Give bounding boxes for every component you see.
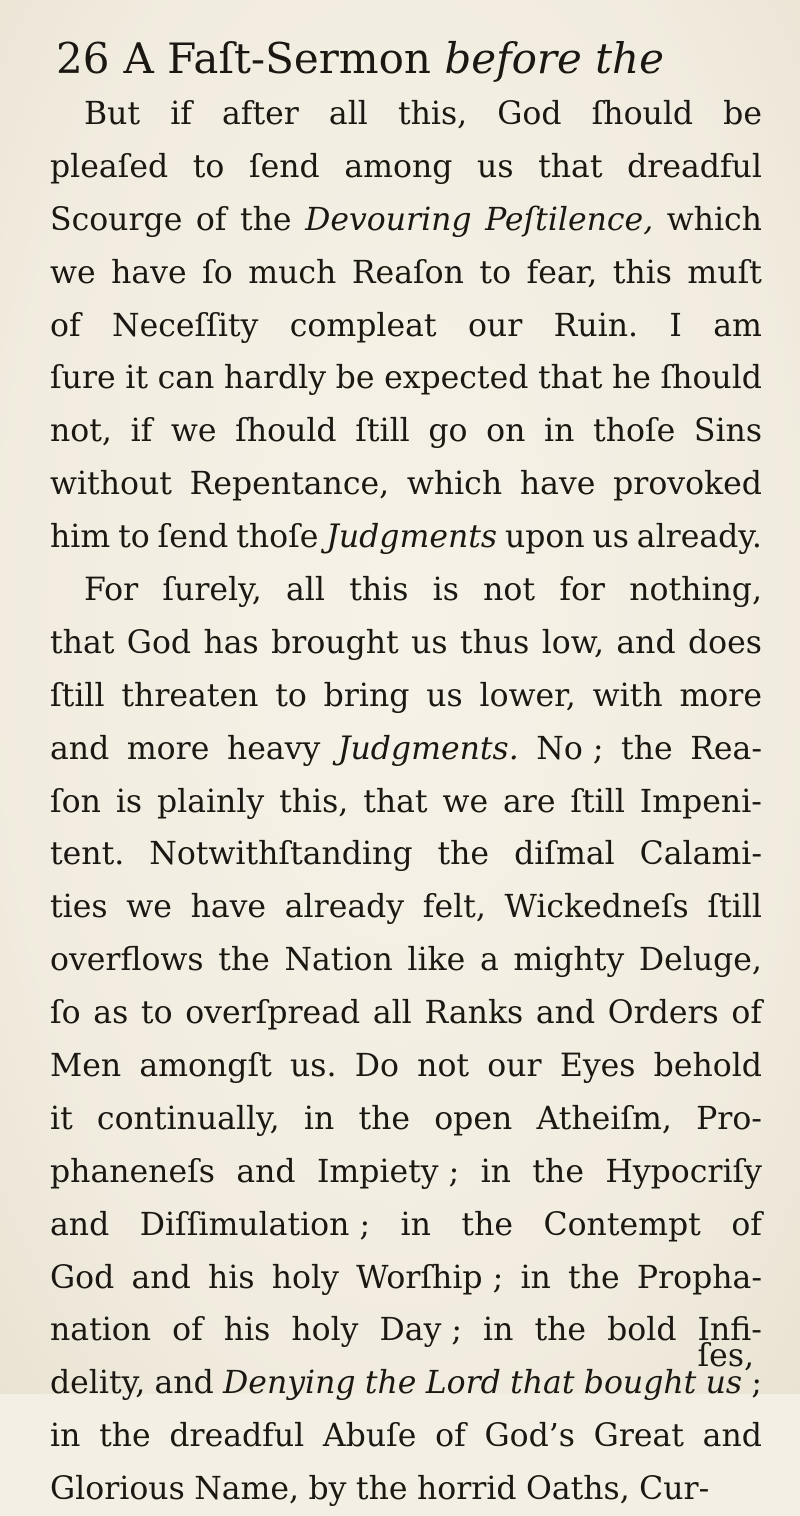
text-line — [50, 564, 762, 617]
word: thoſe — [593, 413, 676, 450]
catchword: ſes, — [697, 1338, 754, 1374]
word: more — [126, 730, 210, 767]
word: horrid — [416, 1471, 517, 1508]
word: thus — [459, 624, 530, 661]
word: provoked — [613, 466, 762, 503]
word: be — [723, 96, 762, 132]
text-line — [50, 881, 762, 934]
word: Ruin. — [553, 307, 639, 344]
sermon-text — [50, 88, 762, 1516]
word: it — [50, 1100, 73, 1137]
word: which — [666, 201, 762, 238]
word: this — [612, 254, 672, 291]
word: us — [426, 677, 463, 714]
word: Judgments. — [337, 730, 519, 767]
word: after — [222, 96, 299, 132]
word: Denying — [223, 1365, 356, 1402]
word: Judgments — [326, 519, 498, 556]
word: overflows — [50, 942, 204, 979]
word: in — [303, 1100, 335, 1137]
text-line — [50, 247, 762, 300]
word: the — [568, 1259, 620, 1296]
word: are — [502, 783, 556, 820]
word: this, — [397, 96, 468, 132]
word: ſend — [248, 148, 320, 185]
word: ſon — [50, 783, 101, 820]
word: go — [428, 413, 468, 450]
word: open — [434, 1100, 513, 1137]
word: the — [99, 1418, 151, 1455]
word: continually, — [96, 1100, 280, 1137]
word: diſmal — [514, 836, 615, 873]
word: as — [93, 995, 129, 1032]
word: us — [477, 148, 514, 185]
word: to — [275, 677, 307, 714]
word: our — [467, 307, 523, 344]
word: Pro- — [696, 1100, 762, 1137]
word: felt, — [422, 889, 486, 926]
word: that — [538, 148, 603, 185]
word: nation — [50, 1312, 152, 1349]
word: God’s — [484, 1418, 575, 1455]
word: upon — [504, 519, 585, 556]
word: that — [510, 1365, 575, 1402]
word: our — [487, 1048, 542, 1085]
word: Reaſon — [351, 254, 464, 291]
word: his — [223, 1312, 271, 1349]
word: among — [344, 148, 453, 185]
word: dreadful — [169, 1418, 305, 1455]
word: already. — [636, 519, 762, 556]
word: amongſt — [139, 1048, 272, 1085]
word: muſt — [687, 254, 762, 291]
word: ſhould — [591, 96, 694, 132]
word: Name, — [194, 1471, 300, 1508]
word: Orders — [607, 995, 719, 1032]
word: bring — [323, 677, 410, 714]
word: if — [130, 413, 153, 450]
word: ſhould — [235, 413, 337, 450]
word: be — [335, 360, 375, 397]
header-title: A Faſt-Sermon — [123, 34, 431, 83]
word: Rea- — [690, 730, 762, 767]
word: ſurely, — [162, 572, 262, 609]
word: ; — [751, 1365, 762, 1402]
word: delity, — [50, 1365, 146, 1402]
word: ties — [50, 889, 108, 926]
word: Cur- — [639, 1471, 710, 1508]
word: ſend — [157, 519, 229, 556]
word: we — [442, 783, 489, 820]
word: all — [372, 995, 412, 1032]
word: bought — [583, 1365, 697, 1402]
word: without — [50, 466, 172, 503]
word: Wickedneſs — [504, 889, 689, 926]
word: that — [363, 783, 428, 820]
word: mighty — [513, 942, 625, 979]
word: Glorious — [50, 1471, 185, 1508]
text-line — [50, 141, 762, 194]
word: heavy — [226, 730, 321, 767]
word: of — [50, 307, 81, 344]
word: us — [411, 624, 448, 661]
word: Abuſe — [322, 1418, 417, 1455]
word: low, — [541, 624, 604, 661]
text-line — [50, 828, 762, 881]
text-line — [50, 1357, 762, 1410]
word: in — [480, 1153, 511, 1190]
word: Great — [593, 1418, 684, 1455]
word: it — [125, 360, 148, 397]
word: ſhould — [660, 360, 762, 397]
text-line — [50, 405, 762, 458]
word: and — [131, 1259, 191, 1296]
word: is — [432, 572, 459, 609]
word: has — [203, 624, 259, 661]
word: thoſe — [236, 519, 319, 556]
text-line — [50, 1093, 762, 1146]
word: Peſtilence, — [485, 201, 654, 238]
word: the — [534, 1312, 587, 1349]
text-line — [50, 617, 762, 670]
word: behold — [653, 1048, 762, 1085]
word: Sins — [693, 413, 762, 450]
word: ſure — [50, 360, 116, 397]
word: and — [616, 624, 676, 661]
word: God — [50, 1259, 115, 1296]
text-line — [50, 1252, 762, 1305]
word: the — [621, 730, 673, 767]
word: Neceſſity — [112, 307, 259, 344]
word: the — [358, 1100, 411, 1137]
word: not — [417, 1048, 470, 1085]
word: the — [218, 942, 270, 979]
word: we — [170, 413, 217, 450]
word: the — [239, 201, 292, 238]
word: Calami- — [639, 836, 762, 873]
word: him — [50, 519, 111, 556]
word: ſtill — [355, 413, 410, 450]
word: threaten — [121, 677, 259, 714]
word: Atheiſm, — [536, 1100, 672, 1137]
word: the — [355, 1471, 408, 1508]
word: Hypocriſy — [605, 1153, 762, 1190]
word: this, — [279, 783, 349, 820]
word: Infi- — [697, 1312, 762, 1349]
word: God — [497, 96, 562, 132]
text-line — [50, 670, 762, 723]
word: we — [126, 889, 172, 926]
text-line — [50, 1463, 762, 1516]
text-line — [50, 511, 762, 564]
word: on — [486, 413, 526, 450]
word: Repentance, — [189, 466, 390, 503]
word: and — [535, 995, 596, 1032]
header-title-italic: before the — [444, 34, 664, 83]
word: to — [118, 519, 150, 556]
word: Scourge — [50, 201, 183, 238]
word: for — [559, 572, 605, 609]
word: ſo — [50, 995, 81, 1032]
running-header — [56, 34, 756, 84]
word: bold — [607, 1312, 677, 1349]
word: already — [284, 889, 405, 926]
word: not — [483, 572, 536, 609]
word: Impiety ; — [316, 1153, 460, 1190]
word: us — [592, 519, 629, 556]
word: the — [461, 1206, 513, 1243]
word: that — [537, 360, 603, 397]
word: in — [483, 1312, 514, 1349]
text-line — [50, 987, 762, 1040]
word: and — [50, 1206, 110, 1243]
text-line — [50, 300, 762, 353]
word: fear, — [526, 254, 598, 291]
word: in — [544, 413, 575, 450]
word: hardly — [223, 360, 327, 397]
text-line — [50, 1040, 762, 1093]
word: pleaſed — [50, 148, 169, 185]
word: us — [705, 1365, 743, 1402]
word: of — [435, 1418, 466, 1455]
word: Deluge, — [638, 942, 762, 979]
page-number: 26 — [56, 34, 110, 83]
word: Nation — [284, 942, 393, 979]
word: plainly — [156, 783, 265, 820]
word: Devouring — [305, 201, 472, 238]
word: and — [236, 1153, 296, 1190]
word: if — [170, 96, 192, 132]
word: his — [208, 1259, 255, 1296]
word: tent. — [50, 836, 125, 873]
text-line — [50, 88, 762, 141]
word: we — [50, 254, 96, 291]
word: can — [157, 360, 215, 397]
text-line — [50, 458, 762, 511]
word: us. — [290, 1048, 337, 1085]
word: of — [172, 1312, 203, 1349]
word: Men — [50, 1048, 122, 1085]
word: all — [286, 572, 325, 609]
word: have — [111, 254, 187, 291]
text-line — [50, 194, 762, 247]
word: Ranks — [424, 995, 524, 1032]
word: this — [349, 572, 409, 609]
text-line — [50, 1304, 762, 1357]
word: dreadful — [627, 148, 762, 185]
word: ſtill — [570, 783, 625, 820]
word: more — [679, 677, 762, 714]
word: which — [406, 466, 503, 503]
text-line — [50, 723, 762, 776]
word: Do — [354, 1048, 399, 1085]
word: and — [154, 1365, 214, 1402]
word: ſtill — [707, 889, 762, 926]
word: like — [407, 942, 466, 979]
word: the — [532, 1153, 584, 1190]
word: For — [84, 572, 139, 609]
text-line — [50, 1199, 762, 1252]
word: holy — [291, 1312, 359, 1349]
text-line — [50, 1410, 762, 1463]
word: Diſſimulation ; — [139, 1206, 371, 1243]
word: Contempt — [543, 1206, 701, 1243]
text-line — [50, 352, 762, 405]
word: God — [126, 624, 192, 661]
word: holy — [271, 1259, 339, 1296]
word: not, — [50, 413, 112, 450]
word: and — [50, 730, 110, 767]
word: to — [140, 995, 173, 1032]
word: phaneneſs — [50, 1153, 215, 1190]
word: does — [688, 624, 762, 661]
word: expected — [384, 360, 529, 397]
word: by — [308, 1471, 347, 1508]
word: he — [611, 360, 651, 397]
text-line — [50, 934, 762, 987]
word: lower, — [479, 677, 576, 714]
word: But — [84, 96, 141, 132]
word: I — [669, 307, 682, 344]
word: of — [731, 995, 762, 1032]
word: No ; — [536, 730, 604, 767]
text-line — [50, 1146, 762, 1199]
word: and — [702, 1418, 762, 1455]
word: is — [115, 783, 143, 820]
word: Lord — [425, 1365, 501, 1402]
word: that — [50, 624, 115, 661]
word: have — [190, 889, 267, 926]
word: in — [520, 1259, 551, 1296]
text-line — [50, 776, 762, 829]
word: in — [50, 1418, 81, 1455]
word: with — [592, 677, 663, 714]
word: brought — [271, 624, 399, 661]
word: the — [364, 1365, 417, 1402]
word: a — [479, 942, 499, 979]
word: Day ; — [379, 1312, 462, 1349]
word: of — [731, 1206, 762, 1243]
word: ſo — [202, 254, 233, 291]
word: Notwithſtanding — [149, 836, 413, 873]
word: of — [195, 201, 227, 238]
word: all — [328, 96, 368, 132]
word: am — [713, 307, 762, 344]
word: Worſhip ; — [356, 1259, 504, 1296]
word: Impeni- — [639, 783, 762, 820]
word: to — [192, 148, 225, 185]
word: much — [248, 254, 337, 291]
word: overſpread — [185, 995, 361, 1032]
word: Oaths, — [526, 1471, 630, 1508]
word: nothing, — [629, 572, 762, 609]
word: compleat — [289, 307, 437, 344]
word: Propha- — [636, 1259, 762, 1296]
word: Eyes — [559, 1048, 636, 1085]
word: ſtill — [50, 677, 105, 714]
word: the — [437, 836, 490, 873]
word: have — [519, 466, 596, 503]
word: in — [400, 1206, 431, 1243]
word: to — [479, 254, 512, 291]
